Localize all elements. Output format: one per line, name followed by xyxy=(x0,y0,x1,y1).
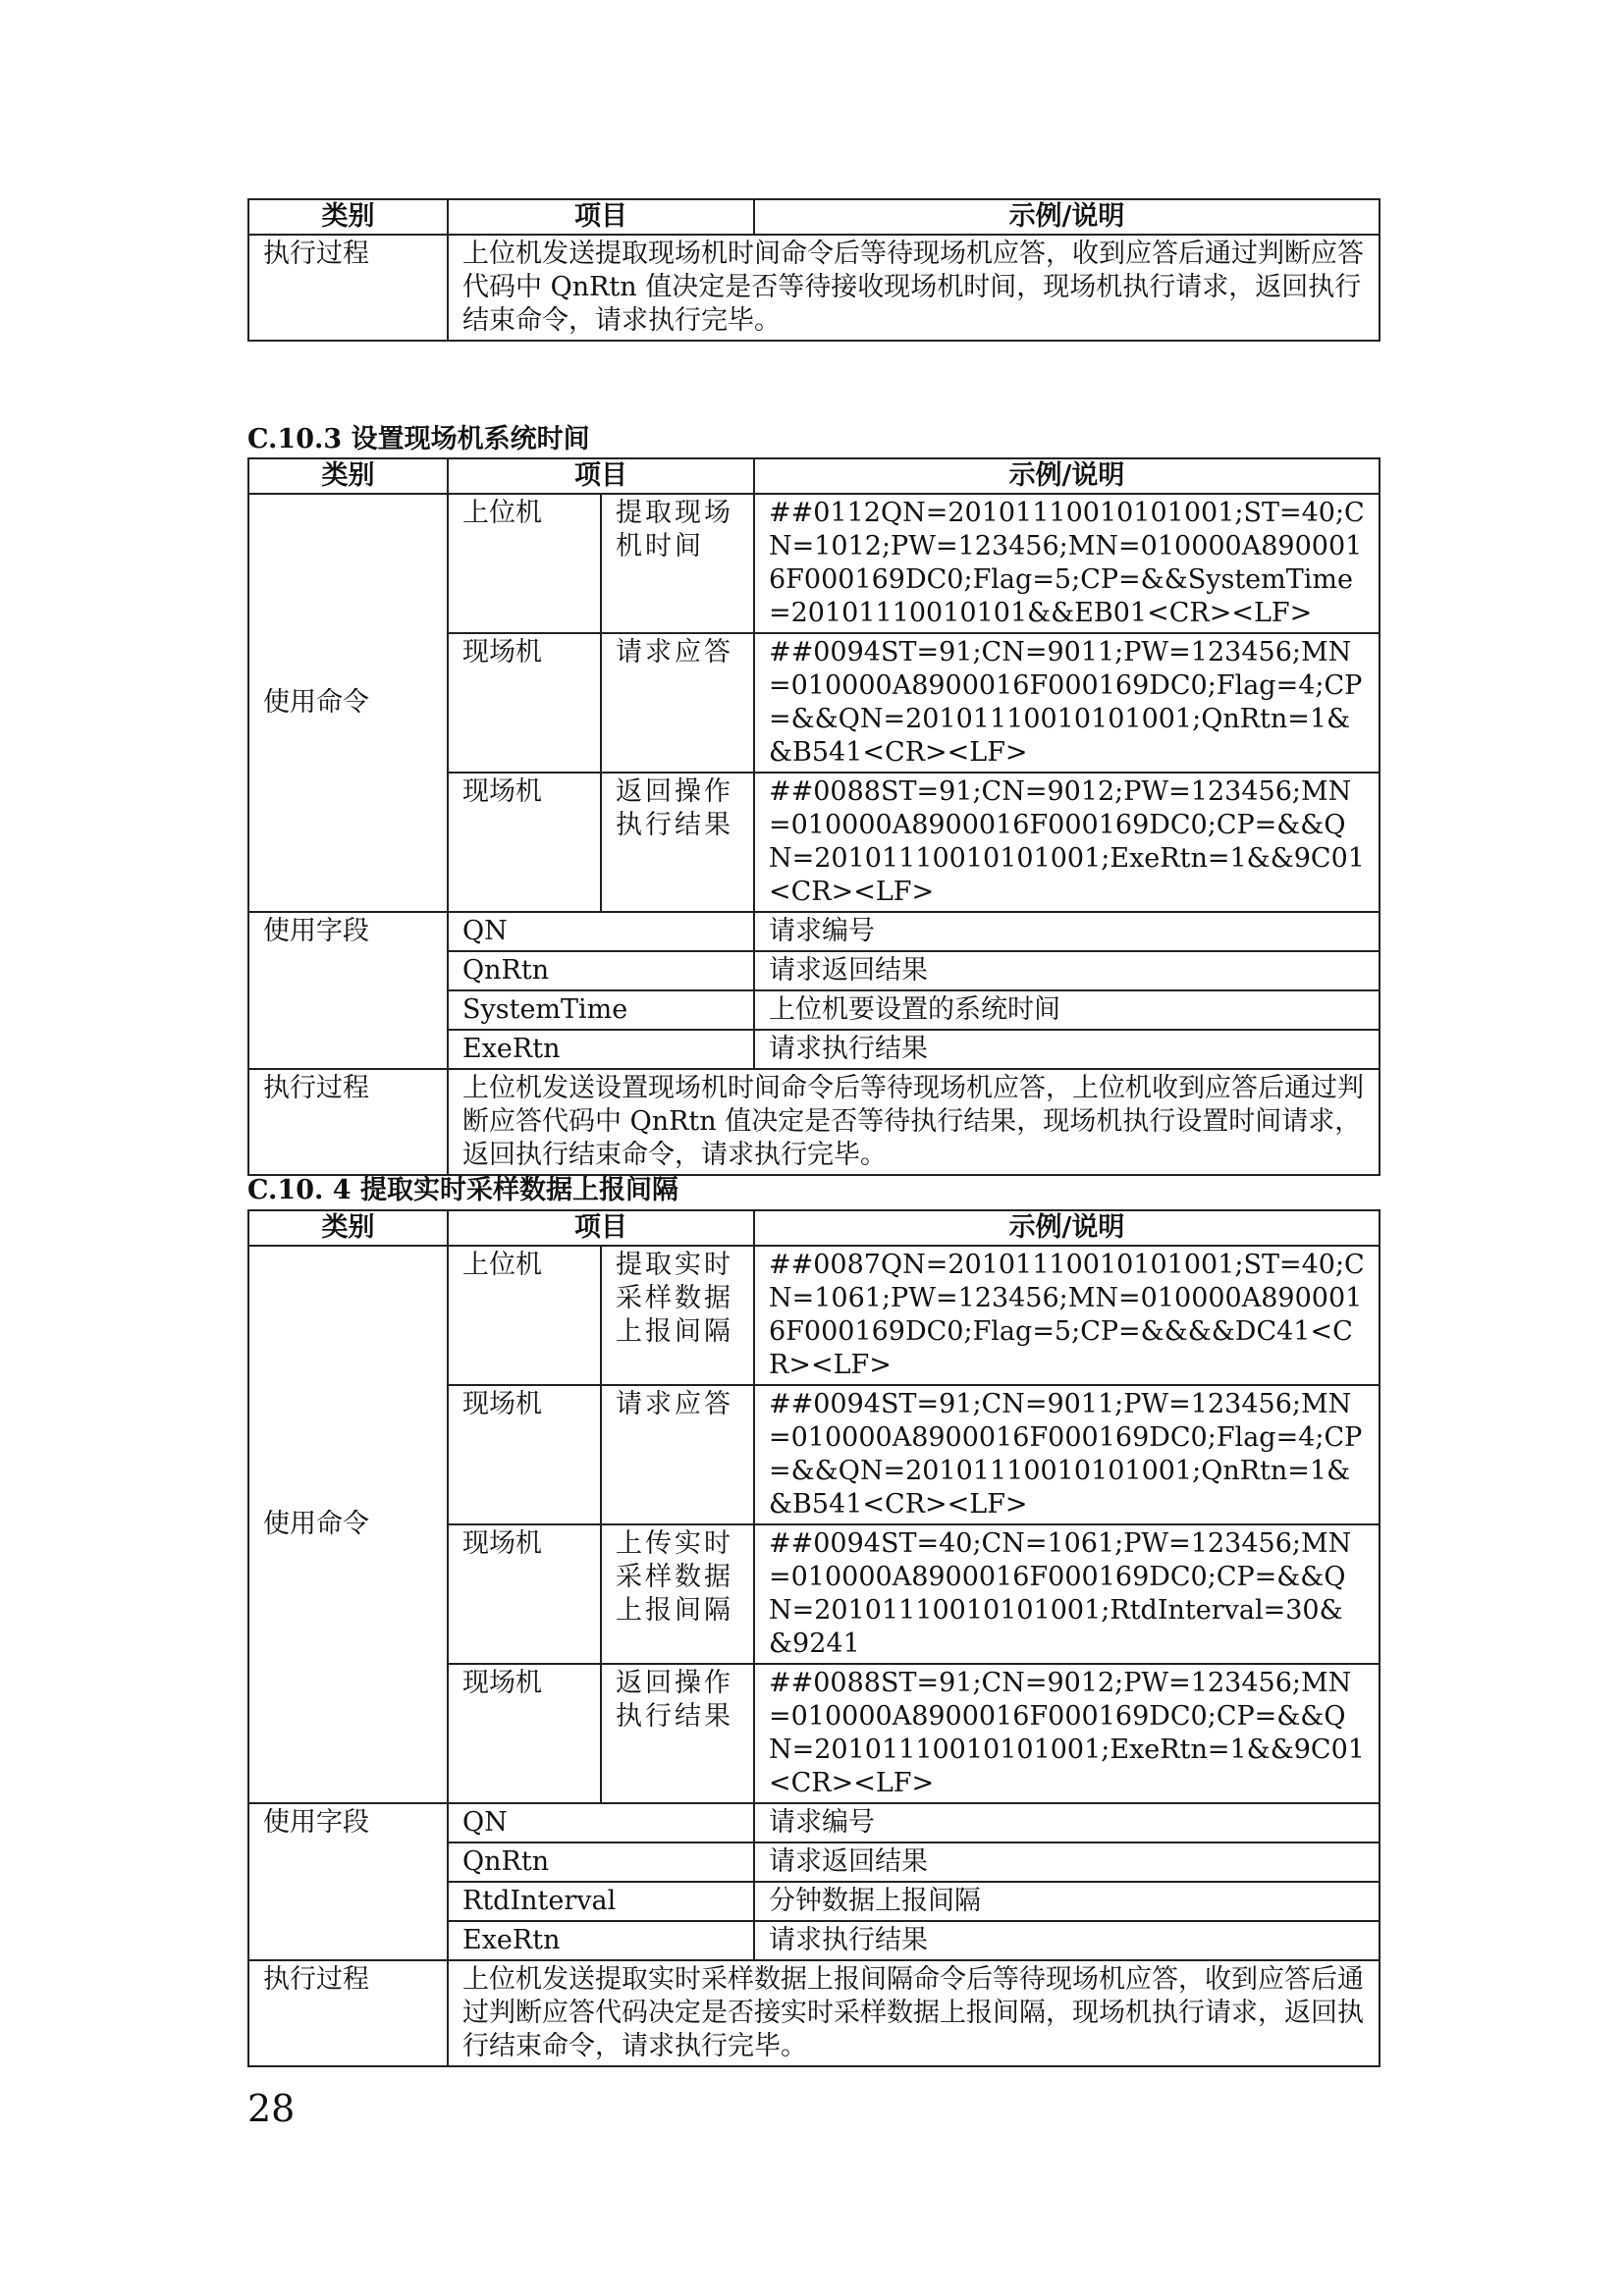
cmd-role: 上位机 xyxy=(448,1246,601,1385)
cmd-code: ##0112QN=20101110010101001;ST=40;CN=1012;PW=123456;MN=010000A8900016F000169DC0;Flag=5;CP=&&SystemTime=20101110010101&&EB01<CR><LF> xyxy=(754,494,1380,633)
field-name: QN xyxy=(448,912,754,951)
field-name: QnRtn xyxy=(448,951,754,990)
table-header-row xyxy=(248,1210,1380,1246)
exec-text: 上位机发送提取现场机时间命令后等待现场机应答，收到应答后通过判断应答代码中 QnRtn 值决定是否等待接收现场机时间，现场机执行请求，返回执行结束命令，请求执行完毕。 xyxy=(448,235,1380,341)
cmd-role: 现场机 xyxy=(448,773,601,912)
field-name: QN xyxy=(448,1803,754,1842)
header-item: 项目 xyxy=(448,1210,754,1246)
field-row xyxy=(248,912,1380,951)
field-name: ExeRtn xyxy=(448,1030,754,1069)
field-desc: 上位机要设置的系统时间 xyxy=(754,990,1380,1030)
table-rtd-interval xyxy=(247,1209,1380,2067)
cmd-op: 返回操作执行结果 xyxy=(601,1664,754,1803)
field-name: QnRtn xyxy=(448,1842,754,1882)
field-name: SystemTime xyxy=(448,990,754,1030)
exec-label: 执行过程 xyxy=(248,235,448,341)
field-label: 使用字段 xyxy=(248,1803,448,1960)
cmd-op: 上传实时采样数据上报间隔 xyxy=(601,1524,754,1664)
header-category: 类别 xyxy=(248,458,448,494)
field-desc: 分钟数据上报间隔 xyxy=(754,1882,1380,1921)
section-title-c10-3: C.10.3 设置现场机系统时间 xyxy=(247,424,590,454)
exec-row xyxy=(248,1069,1380,1175)
field-name: RtdInterval xyxy=(448,1882,754,1921)
table-header-row xyxy=(248,199,1380,235)
cmd-code: ##0094ST=91;CN=9011;PW=123456;MN=010000A8900016F000169DC0;Flag=4;CP=&&QN=20101110010101001;QnRtn=1&&B541<CR><LF> xyxy=(754,633,1380,773)
cmd-code: ##0088ST=91;CN=9012;PW=123456;MN=010000A8900016F000169DC0;CP=&&QN=20101110010101001;ExeRtn=1&&9C01<CR><LF> xyxy=(754,1664,1380,1803)
field-desc: 请求执行结果 xyxy=(754,1030,1380,1069)
cmd-op: 返回操作执行结果 xyxy=(601,773,754,912)
exec-label: 执行过程 xyxy=(248,1069,448,1175)
section-title-c10-4: C.10. 4 提取实时采样数据上报间隔 xyxy=(247,1175,678,1205)
cmd-op: 提取现场机时间 xyxy=(601,494,754,633)
header-item: 项目 xyxy=(448,458,754,494)
exec-label: 执行过程 xyxy=(248,1960,448,2066)
cmd-op: 请求应答 xyxy=(601,633,754,773)
exec-text: 上位机发送设置现场机时间命令后等待现场机应答，上位机收到应答后通过判断应答代码中 QnRtn 值决定是否等待执行结果，现场机执行设置时间请求，返回执行结束命令，请求执行完毕。 xyxy=(448,1069,1380,1175)
header-category: 类别 xyxy=(248,1210,448,1246)
cmd-op: 提取实时采样数据上报间隔 xyxy=(601,1246,754,1385)
exec-row xyxy=(248,1960,1380,2066)
cmd-code: ##0094ST=91;CN=9011;PW=123456;MN=010000A8900016F000169DC0;Flag=4;CP=&&QN=20101110010101001;QnRtn=1&&B541<CR><LF> xyxy=(754,1385,1380,1524)
command-row xyxy=(248,494,1380,633)
header-example: 示例/说明 xyxy=(754,1210,1380,1246)
cmd-op: 请求应答 xyxy=(601,1385,754,1524)
exec-row xyxy=(248,235,1380,341)
field-desc: 请求编号 xyxy=(754,912,1380,951)
field-desc: 请求执行结果 xyxy=(754,1921,1380,1960)
field-desc: 请求返回结果 xyxy=(754,951,1380,990)
header-item: 项目 xyxy=(448,199,754,235)
table-set-system-time xyxy=(247,457,1380,1176)
cmd-code: ##0087QN=20101110010101001;ST=40;CN=1061;PW=123456;MN=010000A8900016F000169DC0;Flag=5;CP=&&&&DC41<CR><LF> xyxy=(754,1246,1380,1385)
field-desc: 请求编号 xyxy=(754,1803,1380,1842)
cmd-label: 使用命令 xyxy=(248,494,448,912)
header-example: 示例/说明 xyxy=(754,199,1380,235)
cmd-code: ##0088ST=91;CN=9012;PW=123456;MN=010000A8900016F000169DC0;CP=&&QN=20101110010101001;ExeRtn=1&&9C01<CR><LF> xyxy=(754,773,1380,912)
cmd-label: 使用命令 xyxy=(248,1246,448,1803)
cmd-role: 现场机 xyxy=(448,1664,601,1803)
cmd-role: 上位机 xyxy=(448,494,601,633)
cmd-role: 现场机 xyxy=(448,1385,601,1524)
exec-text: 上位机发送提取实时采样数据上报间隔命令后等待现场机应答，收到应答后通过判断应答代码决定是否接实时采样数据上报间隔，现场机执行请求，返回执行结束命令，请求执行完毕。 xyxy=(448,1960,1380,2066)
field-desc: 请求返回结果 xyxy=(754,1842,1380,1882)
page-number: 28 xyxy=(247,2087,296,2130)
header-example: 示例/说明 xyxy=(754,458,1380,494)
header-category: 类别 xyxy=(248,199,448,235)
cmd-code: ##0094ST=40;CN=1061;PW=123456;MN=010000A8900016F000169DC0;CP=&&QN=20101110010101001;RtdInterval=30&&9241 xyxy=(754,1524,1380,1664)
table-time-fetch-continued xyxy=(247,198,1380,342)
field-name: ExeRtn xyxy=(448,1921,754,1960)
cmd-role: 现场机 xyxy=(448,633,601,773)
field-label: 使用字段 xyxy=(248,912,448,1069)
command-row xyxy=(248,1246,1380,1385)
table-header-row xyxy=(248,458,1380,494)
field-row xyxy=(248,1803,1380,1842)
cmd-role: 现场机 xyxy=(448,1524,601,1664)
